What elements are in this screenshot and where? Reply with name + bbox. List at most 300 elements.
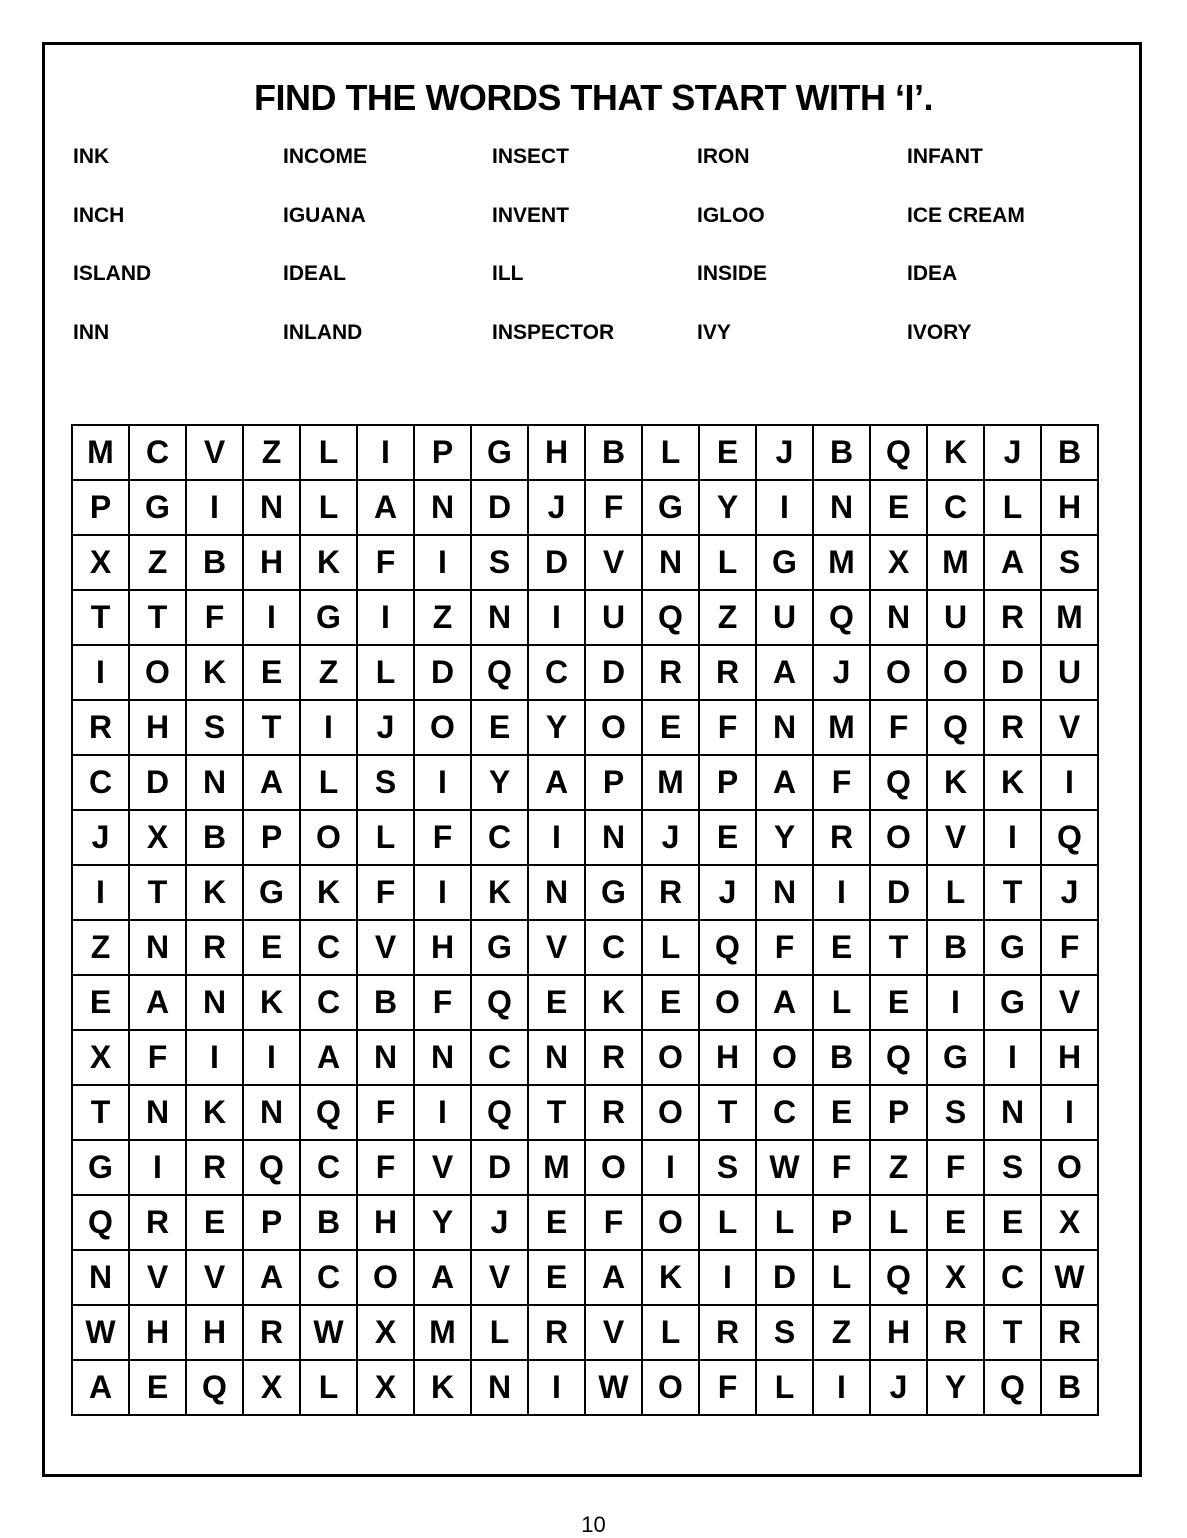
grid-cell[interactable]: X <box>243 1360 300 1415</box>
grid-cell[interactable]: R <box>585 1085 642 1140</box>
grid-cell[interactable]: F <box>129 1030 186 1085</box>
grid-cell[interactable]: F <box>186 590 243 645</box>
grid-cell[interactable]: B <box>300 1195 357 1250</box>
grid-cell[interactable]: B <box>1041 1360 1098 1415</box>
grid-cell[interactable]: R <box>585 1030 642 1085</box>
grid-cell[interactable]: C <box>300 975 357 1030</box>
grid-cell[interactable]: T <box>129 590 186 645</box>
grid-cell[interactable]: Q <box>870 1030 927 1085</box>
grid-cell[interactable]: Z <box>129 535 186 590</box>
grid-cell[interactable]: H <box>699 1030 756 1085</box>
grid-cell[interactable]: Y <box>471 755 528 810</box>
grid-cell[interactable]: E <box>243 645 300 700</box>
grid-cell[interactable]: L <box>699 535 756 590</box>
grid-cell[interactable]: B <box>186 535 243 590</box>
grid-cell[interactable]: L <box>699 1195 756 1250</box>
grid-cell[interactable]: G <box>756 535 813 590</box>
grid-cell[interactable]: O <box>300 810 357 865</box>
grid-cell[interactable]: D <box>471 1140 528 1195</box>
grid-cell[interactable]: H <box>1041 480 1098 535</box>
grid-cell[interactable]: L <box>756 1360 813 1415</box>
grid-cell[interactable]: N <box>585 810 642 865</box>
grid-cell[interactable]: V <box>1041 700 1098 755</box>
grid-cell[interactable]: G <box>72 1140 129 1195</box>
grid-cell[interactable]: I <box>1041 1085 1098 1140</box>
grid-cell[interactable]: Z <box>414 590 471 645</box>
grid-cell[interactable]: I <box>186 1030 243 1085</box>
grid-cell[interactable]: A <box>72 1360 129 1415</box>
grid-cell[interactable]: I <box>414 1085 471 1140</box>
grid-cell[interactable]: A <box>756 755 813 810</box>
grid-cell[interactable]: R <box>984 590 1041 645</box>
grid-cell[interactable]: W <box>1041 1250 1098 1305</box>
grid-cell[interactable]: O <box>870 645 927 700</box>
grid-cell[interactable]: I <box>300 700 357 755</box>
grid-cell[interactable]: Q <box>870 755 927 810</box>
grid-cell[interactable]: B <box>186 810 243 865</box>
grid-cell[interactable]: B <box>927 920 984 975</box>
grid-cell[interactable]: M <box>813 700 870 755</box>
grid-cell[interactable]: W <box>300 1305 357 1360</box>
grid-cell[interactable]: Q <box>813 590 870 645</box>
grid-cell[interactable]: R <box>699 645 756 700</box>
grid-cell[interactable]: Q <box>927 700 984 755</box>
grid-cell[interactable]: F <box>357 865 414 920</box>
grid-cell[interactable]: V <box>186 1250 243 1305</box>
grid-cell[interactable]: J <box>72 810 129 865</box>
grid-cell[interactable]: H <box>870 1305 927 1360</box>
grid-cell[interactable]: G <box>243 865 300 920</box>
grid-cell[interactable]: T <box>72 1085 129 1140</box>
grid-cell[interactable]: F <box>414 810 471 865</box>
grid-cell[interactable]: Z <box>813 1305 870 1360</box>
grid-cell[interactable]: F <box>585 480 642 535</box>
grid-cell[interactable]: C <box>984 1250 1041 1305</box>
grid-cell[interactable]: G <box>984 975 1041 1030</box>
grid-cell[interactable]: N <box>528 865 585 920</box>
grid-cell[interactable]: X <box>357 1360 414 1415</box>
grid-cell[interactable]: N <box>528 1030 585 1085</box>
grid-cell[interactable]: S <box>1041 535 1098 590</box>
grid-cell[interactable]: F <box>699 1360 756 1415</box>
grid-cell[interactable]: F <box>927 1140 984 1195</box>
grid-cell[interactable]: V <box>585 535 642 590</box>
grid-cell[interactable]: E <box>927 1195 984 1250</box>
grid-cell[interactable]: C <box>300 920 357 975</box>
grid-cell[interactable]: D <box>984 645 1041 700</box>
grid-cell[interactable]: Q <box>186 1360 243 1415</box>
grid-cell[interactable]: G <box>129 480 186 535</box>
grid-cell[interactable]: C <box>129 425 186 480</box>
grid-cell[interactable]: A <box>243 1250 300 1305</box>
grid-cell[interactable]: I <box>186 480 243 535</box>
grid-cell[interactable]: C <box>72 755 129 810</box>
grid-cell[interactable]: Y <box>699 480 756 535</box>
grid-cell[interactable]: J <box>813 645 870 700</box>
grid-cell[interactable]: Q <box>471 1085 528 1140</box>
grid-cell[interactable]: U <box>927 590 984 645</box>
grid-cell[interactable]: O <box>585 1140 642 1195</box>
grid-cell[interactable]: R <box>528 1305 585 1360</box>
grid-cell[interactable]: R <box>243 1305 300 1360</box>
grid-cell[interactable]: E <box>642 975 699 1030</box>
grid-cell[interactable]: I <box>357 425 414 480</box>
grid-cell[interactable]: O <box>357 1250 414 1305</box>
grid-cell[interactable]: N <box>414 480 471 535</box>
grid-cell[interactable]: J <box>471 1195 528 1250</box>
grid-cell[interactable]: X <box>72 535 129 590</box>
grid-cell[interactable]: V <box>414 1140 471 1195</box>
grid-cell[interactable]: L <box>642 920 699 975</box>
grid-cell[interactable]: R <box>699 1305 756 1360</box>
grid-cell[interactable]: X <box>357 1305 414 1360</box>
grid-cell[interactable]: C <box>471 1030 528 1085</box>
grid-cell[interactable]: C <box>471 810 528 865</box>
grid-cell[interactable]: X <box>870 535 927 590</box>
grid-cell[interactable]: O <box>870 810 927 865</box>
grid-cell[interactable]: G <box>927 1030 984 1085</box>
grid-cell[interactable]: X <box>129 810 186 865</box>
grid-cell[interactable]: K <box>243 975 300 1030</box>
grid-cell[interactable]: T <box>984 865 1041 920</box>
grid-cell[interactable]: T <box>243 700 300 755</box>
grid-cell[interactable]: L <box>300 1360 357 1415</box>
grid-cell[interactable]: U <box>756 590 813 645</box>
grid-cell[interactable]: I <box>129 1140 186 1195</box>
grid-cell[interactable]: I <box>984 1030 1041 1085</box>
grid-cell[interactable]: K <box>471 865 528 920</box>
grid-cell[interactable]: A <box>756 975 813 1030</box>
grid-cell[interactable]: L <box>756 1195 813 1250</box>
grid-cell[interactable]: O <box>642 1085 699 1140</box>
grid-cell[interactable]: V <box>471 1250 528 1305</box>
grid-cell[interactable]: E <box>186 1195 243 1250</box>
grid-cell[interactable]: A <box>585 1250 642 1305</box>
grid-cell[interactable]: R <box>642 865 699 920</box>
grid-cell[interactable]: G <box>471 425 528 480</box>
grid-cell[interactable]: T <box>129 865 186 920</box>
grid-cell[interactable]: T <box>870 920 927 975</box>
grid-cell[interactable]: O <box>927 645 984 700</box>
grid-cell[interactable]: N <box>813 480 870 535</box>
grid-cell[interactable]: V <box>186 425 243 480</box>
grid-cell[interactable]: L <box>813 975 870 1030</box>
grid-cell[interactable]: I <box>414 755 471 810</box>
grid-cell[interactable]: W <box>585 1360 642 1415</box>
grid-cell[interactable]: M <box>1041 590 1098 645</box>
grid-cell[interactable]: R <box>927 1305 984 1360</box>
grid-cell[interactable]: F <box>870 700 927 755</box>
grid-cell[interactable]: S <box>471 535 528 590</box>
grid-cell[interactable]: E <box>528 975 585 1030</box>
grid-cell[interactable]: I <box>414 865 471 920</box>
grid-cell[interactable]: D <box>129 755 186 810</box>
grid-cell[interactable]: S <box>927 1085 984 1140</box>
grid-cell[interactable]: F <box>699 700 756 755</box>
grid-cell[interactable]: P <box>243 810 300 865</box>
grid-cell[interactable]: L <box>927 865 984 920</box>
grid-cell[interactable]: F <box>414 975 471 1030</box>
grid-cell[interactable]: P <box>870 1085 927 1140</box>
grid-cell[interactable]: O <box>756 1030 813 1085</box>
grid-cell[interactable]: N <box>186 975 243 1030</box>
grid-cell[interactable]: G <box>642 480 699 535</box>
grid-cell[interactable]: D <box>870 865 927 920</box>
grid-cell[interactable]: N <box>471 590 528 645</box>
grid-cell[interactable]: L <box>357 810 414 865</box>
grid-cell[interactable]: H <box>1041 1030 1098 1085</box>
grid-cell[interactable]: B <box>813 1030 870 1085</box>
grid-cell[interactable]: C <box>300 1140 357 1195</box>
grid-cell[interactable]: X <box>927 1250 984 1305</box>
grid-cell[interactable]: S <box>984 1140 1041 1195</box>
grid-cell[interactable]: Y <box>414 1195 471 1250</box>
grid-cell[interactable]: F <box>813 1140 870 1195</box>
grid-cell[interactable]: V <box>357 920 414 975</box>
grid-cell[interactable]: Q <box>243 1140 300 1195</box>
grid-cell[interactable]: Q <box>1041 810 1098 865</box>
grid-cell[interactable]: M <box>813 535 870 590</box>
grid-cell[interactable]: Q <box>699 920 756 975</box>
grid-cell[interactable]: E <box>528 1250 585 1305</box>
grid-cell[interactable]: K <box>414 1360 471 1415</box>
grid-cell[interactable]: N <box>984 1085 1041 1140</box>
grid-cell[interactable]: Q <box>870 1250 927 1305</box>
grid-cell[interactable]: E <box>813 920 870 975</box>
grid-cell[interactable]: A <box>129 975 186 1030</box>
grid-cell[interactable]: T <box>984 1305 1041 1360</box>
grid-cell[interactable]: J <box>699 865 756 920</box>
grid-cell[interactable]: R <box>984 700 1041 755</box>
grid-cell[interactable]: I <box>528 590 585 645</box>
grid-cell[interactable]: A <box>528 755 585 810</box>
grid-cell[interactable]: D <box>471 480 528 535</box>
grid-cell[interactable]: K <box>927 755 984 810</box>
grid-cell[interactable]: N <box>756 865 813 920</box>
grid-cell[interactable]: I <box>756 480 813 535</box>
grid-cell[interactable]: I <box>243 1030 300 1085</box>
grid-cell[interactable]: O <box>585 700 642 755</box>
grid-cell[interactable]: A <box>300 1030 357 1085</box>
grid-cell[interactable]: N <box>186 755 243 810</box>
grid-cell[interactable]: F <box>585 1195 642 1250</box>
grid-cell[interactable]: W <box>756 1140 813 1195</box>
grid-cell[interactable]: N <box>243 1085 300 1140</box>
grid-cell[interactable]: A <box>756 645 813 700</box>
grid-cell[interactable]: V <box>927 810 984 865</box>
grid-cell[interactable]: Y <box>528 700 585 755</box>
grid-cell[interactable]: K <box>585 975 642 1030</box>
grid-cell[interactable]: E <box>870 975 927 1030</box>
grid-cell[interactable]: S <box>186 700 243 755</box>
grid-cell[interactable]: O <box>699 975 756 1030</box>
grid-cell[interactable]: J <box>642 810 699 865</box>
grid-cell[interactable]: C <box>300 1250 357 1305</box>
grid-cell[interactable]: O <box>642 1195 699 1250</box>
grid-cell[interactable]: T <box>528 1085 585 1140</box>
grid-cell[interactable]: N <box>72 1250 129 1305</box>
grid-cell[interactable]: E <box>72 975 129 1030</box>
grid-cell[interactable]: F <box>357 1140 414 1195</box>
grid-cell[interactable]: S <box>357 755 414 810</box>
grid-cell[interactable]: J <box>1041 865 1098 920</box>
grid-cell[interactable]: B <box>813 425 870 480</box>
grid-cell[interactable]: L <box>300 480 357 535</box>
grid-cell[interactable]: R <box>186 1140 243 1195</box>
grid-cell[interactable]: B <box>357 975 414 1030</box>
grid-cell[interactable]: D <box>528 535 585 590</box>
grid-cell[interactable]: S <box>756 1305 813 1360</box>
grid-cell[interactable]: I <box>813 865 870 920</box>
grid-cell[interactable]: K <box>300 865 357 920</box>
grid-cell[interactable]: A <box>357 480 414 535</box>
grid-cell[interactable]: L <box>471 1305 528 1360</box>
grid-cell[interactable]: N <box>243 480 300 535</box>
grid-cell[interactable]: K <box>300 535 357 590</box>
grid-cell[interactable]: S <box>699 1140 756 1195</box>
grid-cell[interactable]: I <box>72 645 129 700</box>
grid-cell[interactable]: K <box>186 865 243 920</box>
grid-cell[interactable]: K <box>927 425 984 480</box>
grid-cell[interactable]: I <box>72 865 129 920</box>
grid-cell[interactable]: H <box>414 920 471 975</box>
grid-cell[interactable]: N <box>471 1360 528 1415</box>
grid-cell[interactable]: J <box>984 425 1041 480</box>
grid-cell[interactable]: M <box>72 425 129 480</box>
grid-cell[interactable]: Z <box>300 645 357 700</box>
grid-cell[interactable]: N <box>129 1085 186 1140</box>
grid-cell[interactable]: H <box>528 425 585 480</box>
grid-cell[interactable]: N <box>129 920 186 975</box>
grid-cell[interactable]: K <box>642 1250 699 1305</box>
grid-cell[interactable]: H <box>129 700 186 755</box>
grid-cell[interactable]: X <box>72 1030 129 1085</box>
grid-cell[interactable]: H <box>243 535 300 590</box>
grid-cell[interactable]: B <box>585 425 642 480</box>
grid-cell[interactable]: Z <box>243 425 300 480</box>
grid-cell[interactable]: G <box>471 920 528 975</box>
grid-cell[interactable]: J <box>870 1360 927 1415</box>
grid-cell[interactable]: R <box>642 645 699 700</box>
grid-cell[interactable]: I <box>357 590 414 645</box>
grid-cell[interactable]: T <box>699 1085 756 1140</box>
grid-cell[interactable]: E <box>471 700 528 755</box>
grid-cell[interactable]: K <box>186 645 243 700</box>
grid-cell[interactable]: P <box>72 480 129 535</box>
grid-cell[interactable]: I <box>528 810 585 865</box>
grid-cell[interactable]: P <box>699 755 756 810</box>
grid-cell[interactable]: F <box>813 755 870 810</box>
grid-cell[interactable]: G <box>585 865 642 920</box>
grid-cell[interactable]: Q <box>300 1085 357 1140</box>
grid-cell[interactable]: O <box>129 645 186 700</box>
grid-cell[interactable]: L <box>300 425 357 480</box>
grid-cell[interactable]: V <box>129 1250 186 1305</box>
grid-cell[interactable]: P <box>813 1195 870 1250</box>
grid-cell[interactable]: C <box>585 920 642 975</box>
grid-cell[interactable]: E <box>870 480 927 535</box>
grid-cell[interactable]: E <box>528 1195 585 1250</box>
grid-cell[interactable]: N <box>357 1030 414 1085</box>
grid-cell[interactable]: I <box>1041 755 1098 810</box>
grid-cell[interactable]: V <box>1041 975 1098 1030</box>
grid-cell[interactable]: A <box>414 1250 471 1305</box>
grid-cell[interactable]: M <box>927 535 984 590</box>
grid-cell[interactable]: R <box>1041 1305 1098 1360</box>
grid-cell[interactable]: E <box>129 1360 186 1415</box>
grid-cell[interactable]: O <box>414 700 471 755</box>
grid-cell[interactable]: Q <box>870 425 927 480</box>
grid-cell[interactable]: Z <box>870 1140 927 1195</box>
grid-cell[interactable]: A <box>243 755 300 810</box>
grid-cell[interactable]: W <box>72 1305 129 1360</box>
grid-cell[interactable]: L <box>984 480 1041 535</box>
grid-cell[interactable]: F <box>1041 920 1098 975</box>
grid-cell[interactable]: L <box>357 645 414 700</box>
grid-cell[interactable]: I <box>813 1360 870 1415</box>
grid-cell[interactable]: I <box>984 810 1041 865</box>
grid-cell[interactable]: L <box>813 1250 870 1305</box>
grid-cell[interactable]: G <box>300 590 357 645</box>
grid-cell[interactable]: U <box>585 590 642 645</box>
grid-cell[interactable]: I <box>528 1360 585 1415</box>
grid-cell[interactable]: K <box>186 1085 243 1140</box>
grid-cell[interactable]: X <box>1041 1195 1098 1250</box>
grid-cell[interactable]: I <box>927 975 984 1030</box>
grid-cell[interactable]: H <box>357 1195 414 1250</box>
grid-cell[interactable]: I <box>699 1250 756 1305</box>
grid-cell[interactable]: V <box>585 1305 642 1360</box>
grid-cell[interactable]: J <box>528 480 585 535</box>
grid-cell[interactable]: M <box>414 1305 471 1360</box>
grid-cell[interactable]: R <box>813 810 870 865</box>
grid-cell[interactable]: O <box>642 1030 699 1085</box>
grid-cell[interactable]: J <box>357 700 414 755</box>
grid-cell[interactable]: P <box>243 1195 300 1250</box>
grid-cell[interactable]: N <box>870 590 927 645</box>
grid-cell[interactable]: Q <box>642 590 699 645</box>
grid-cell[interactable]: L <box>642 1305 699 1360</box>
grid-cell[interactable]: O <box>1041 1140 1098 1195</box>
grid-cell[interactable]: E <box>813 1085 870 1140</box>
grid-cell[interactable]: I <box>414 535 471 590</box>
grid-cell[interactable]: Q <box>471 975 528 1030</box>
grid-cell[interactable]: I <box>243 590 300 645</box>
grid-cell[interactable]: E <box>699 810 756 865</box>
grid-cell[interactable]: Q <box>471 645 528 700</box>
grid-cell[interactable]: Q <box>72 1195 129 1250</box>
grid-cell[interactable]: R <box>72 700 129 755</box>
grid-cell[interactable]: L <box>642 425 699 480</box>
grid-cell[interactable]: D <box>756 1250 813 1305</box>
grid-cell[interactable]: Y <box>756 810 813 865</box>
grid-cell[interactable]: I <box>642 1140 699 1195</box>
grid-cell[interactable]: M <box>528 1140 585 1195</box>
grid-cell[interactable]: T <box>72 590 129 645</box>
grid-cell[interactable]: E <box>699 425 756 480</box>
grid-cell[interactable]: H <box>186 1305 243 1360</box>
grid-cell[interactable]: P <box>414 425 471 480</box>
grid-cell[interactable]: F <box>357 535 414 590</box>
grid-cell[interactable]: C <box>927 480 984 535</box>
grid-cell[interactable]: F <box>756 920 813 975</box>
grid-cell[interactable]: D <box>585 645 642 700</box>
grid-cell[interactable]: J <box>756 425 813 480</box>
grid-cell[interactable]: L <box>300 755 357 810</box>
grid-cell[interactable]: N <box>642 535 699 590</box>
grid-cell[interactable]: D <box>414 645 471 700</box>
grid-cell[interactable]: K <box>984 755 1041 810</box>
